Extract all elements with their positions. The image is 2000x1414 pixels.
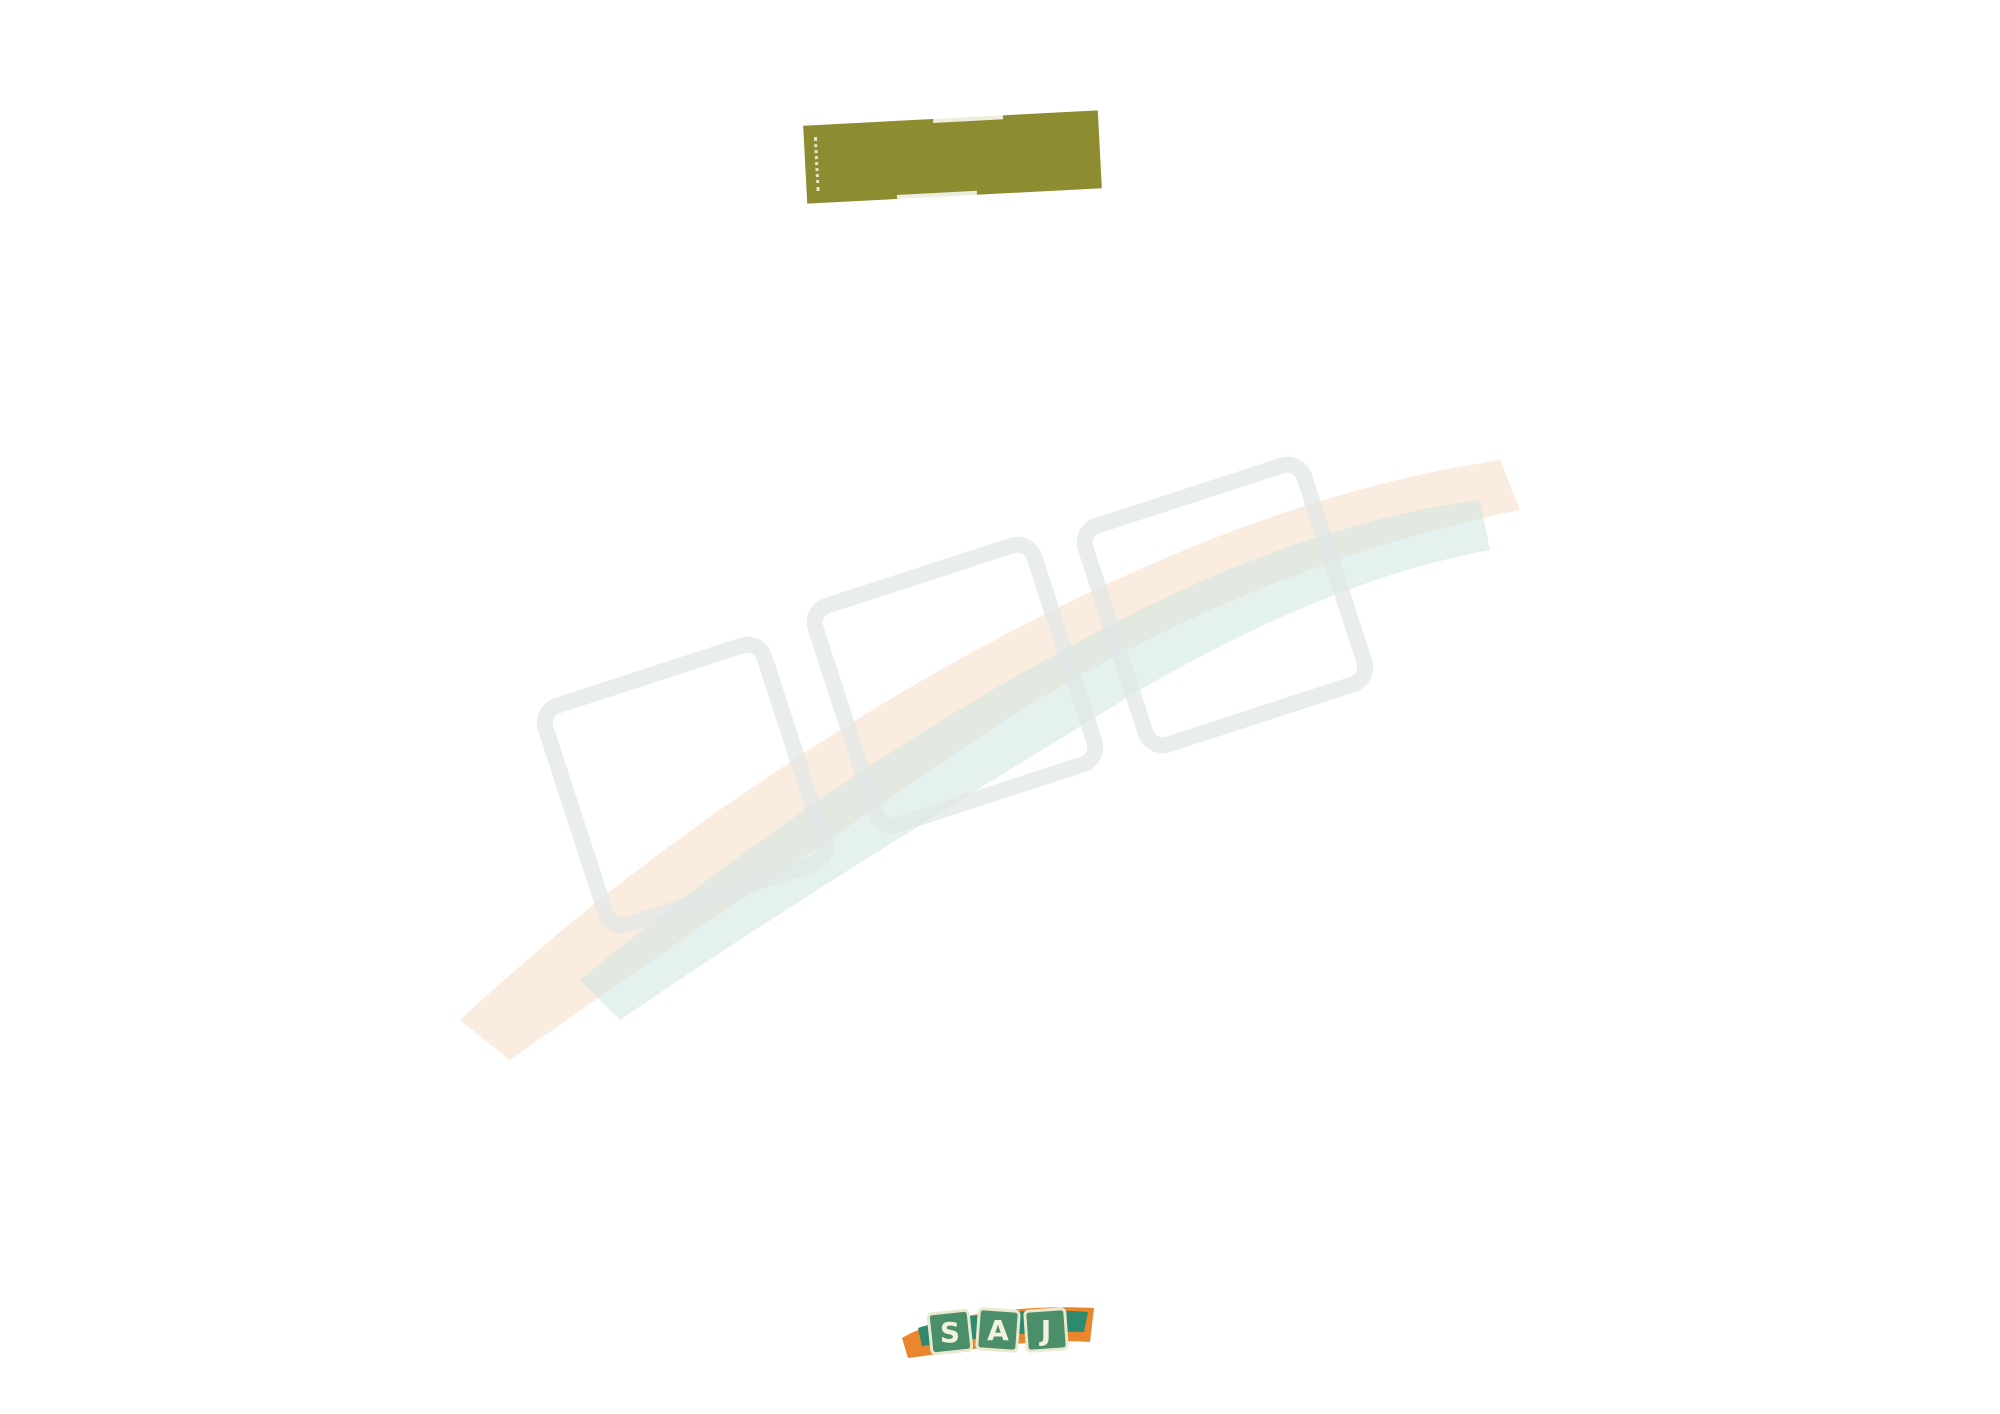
saj-logo	[898, 1298, 1098, 1362]
enfant-tag	[803, 110, 1102, 203]
watermark-brush	[420, 420, 1540, 1060]
saj-logo-a: A	[987, 1314, 1009, 1347]
saj-logo-s: S	[939, 1316, 961, 1349]
saj-logo-j: J	[1040, 1314, 1052, 1347]
